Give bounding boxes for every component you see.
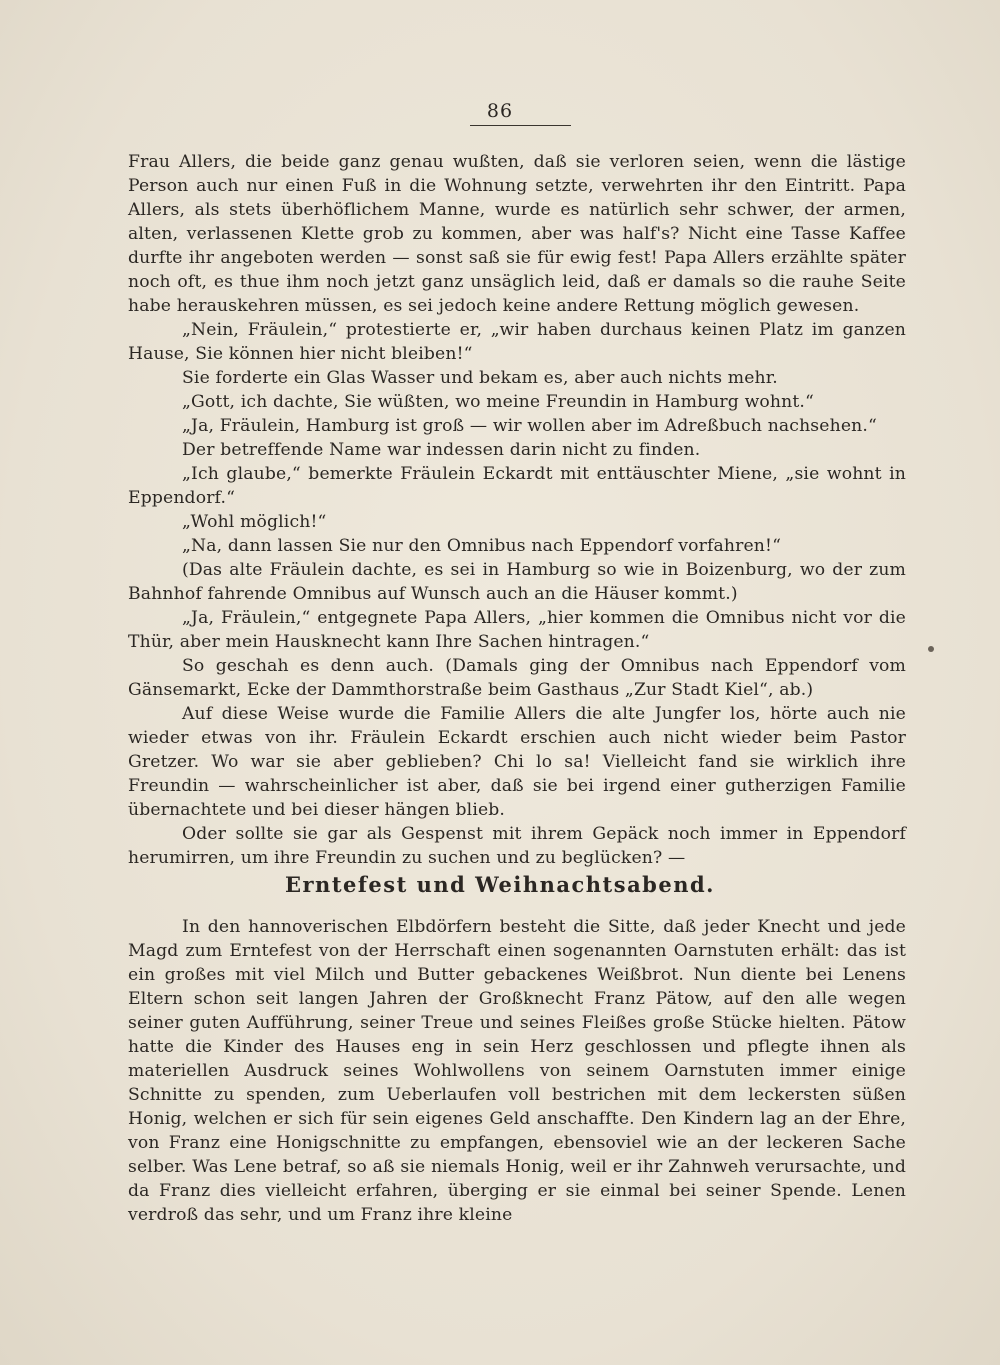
paragraph: „Ja, Fräulein,“ entgegnete Papa Allers, „hier kommen die Omnibus nicht vor die Thür, aber mein Hausknecht kann Ihre Sachen hintragen.“ <box>128 608 906 652</box>
paragraph: Frau Allers, die beide ganz genau wußten, daß sie verloren seien, wenn die lästige Person auch nur einen Fuß in die Wohnung setzte, verwehrten ihr den Eintritt. Papa Allers, als stets überhöflichem Manne, wurde es natürlich sehr schwer, der armen, alten, verlassenen Klette grob zu kommen, aber was half's? Nicht eine Tasse Kaffee durfte ihr angeboten werden — sonst saß sie für ewig fest! Papa Allers erzählte später noch oft, es thue ihm noch jetzt ganz unsäglich leid, daß er damals so die rauhe Seite habe herauskehren müssen, es sei jedoch keine andere Rettung möglich gewesen. <box>128 152 906 316</box>
paragraph: (Das alte Fräulein dachte, es sei in Hamburg so wie in Boizenburg, wo der zum Bahnhof fahrende Omnibus auf Wunsch auch an die Häuser kommt.) <box>128 560 906 604</box>
paragraph: „Ich glaube,“ bemerkte Fräulein Eckardt mit enttäuschter Miene, „sie wohnt in Eppendorf.“ <box>128 464 906 508</box>
margin-mark <box>928 646 934 652</box>
paragraph: „Ja, Fräulein, Hamburg ist groß — wir wollen aber im Adreßbuch nachsehen.“ <box>182 416 877 436</box>
section-heading: Erntefest und Weihnachtsabend. <box>284 872 715 897</box>
paragraph: Sie forderte ein Glas Wasser und bekam es, aber auch nichts mehr. <box>182 368 778 388</box>
paragraph: In den hannoverischen Elbdörfern besteht die Sitte, daß jeder Knecht und jede Magd zum Erntefest von der Herrschaft einen sogenannten Oarnstuten erhält: das ist ein großes mit viel Milch und Butter gebackenes Weißbrot. Nun diente bei Lenens Eltern schon seit langen Jahren der Großknecht Franz Pätow, auf den alle wegen seiner guten Aufführung, seiner Treue und seines Fleißes große Stücke hielten. Pätow hatte die Kinder des Hauses eng in sein Herz geschlossen und pflegte ihnen als materiellen Ausdruck seines Wohlwollens von seinem Oarnstuten immer einige Schnitte zu spenden, zum Ueberlaufen voll bestrichen mit dem leckersten süßen Honig, welchen er sich für sein eigenes Geld anschaffte. Den Kindern lag an der Ehre, von Franz eine Honigschnitte zu empfangen, ebensoviel wie an der leckeren Sache selber. Was Lene betraf, so aß sie niemals Honig, weil er ihr Zahnweh verursachte, und da Franz dies vielleicht erfahren, überging er sie einmal bei seiner Spende. Lenen verdroß das sehr, und um Franz ihre kleine <box>128 917 906 1225</box>
body-text <box>128 150 906 870</box>
paragraph: „Gott, ich dachte, Sie wüßten, wo meine Freundin in Hamburg wohnt.“ <box>182 392 814 412</box>
paragraph: So geschah es denn auch. (Damals ging der Omnibus nach Eppendorf vom Gänsemarkt, Ecke der Dammthorstraße beim Gasthaus „Zur Stadt Kiel“, ab.) <box>128 656 906 700</box>
paragraph: „Na, dann lassen Sie nur den Omnibus nach Eppendorf vorfahren!“ <box>182 536 782 556</box>
paragraph: Oder sollte sie gar als Gespenst mit ihrem Gepäck noch immer in Eppendorf herumirren, um ihre Freundin zu suchen und zu beglücken? — <box>128 824 906 868</box>
section-text <box>128 915 906 1227</box>
paragraph: „Wohl möglich!“ <box>182 512 327 532</box>
page-number-rule <box>470 125 571 126</box>
page-number: 86 <box>486 100 514 122</box>
paragraph: Auf diese Weise wurde die Familie Allers die alte Jungfer los, hörte auch nie wieder etwas von ihr. Fräulein Eckardt erschien auch nicht wieder beim Pastor Gretzer. Wo war sie aber geblieben? Chi lo sa! Vielleicht fand sie wirklich ihre Freundin — wahrscheinlicher ist aber, daß sie bei irgend einer gutherzigen Familie übernachtete und bei dieser hängen blieb. <box>128 704 906 820</box>
paragraph: Der betreffende Name war indessen darin nicht zu finden. <box>182 440 701 460</box>
paragraph: „Nein, Fräulein,“ protestierte er, „wir haben durchaus keinen Platz im ganzen Hause, Sie können hier nicht bleiben!“ <box>128 320 906 364</box>
